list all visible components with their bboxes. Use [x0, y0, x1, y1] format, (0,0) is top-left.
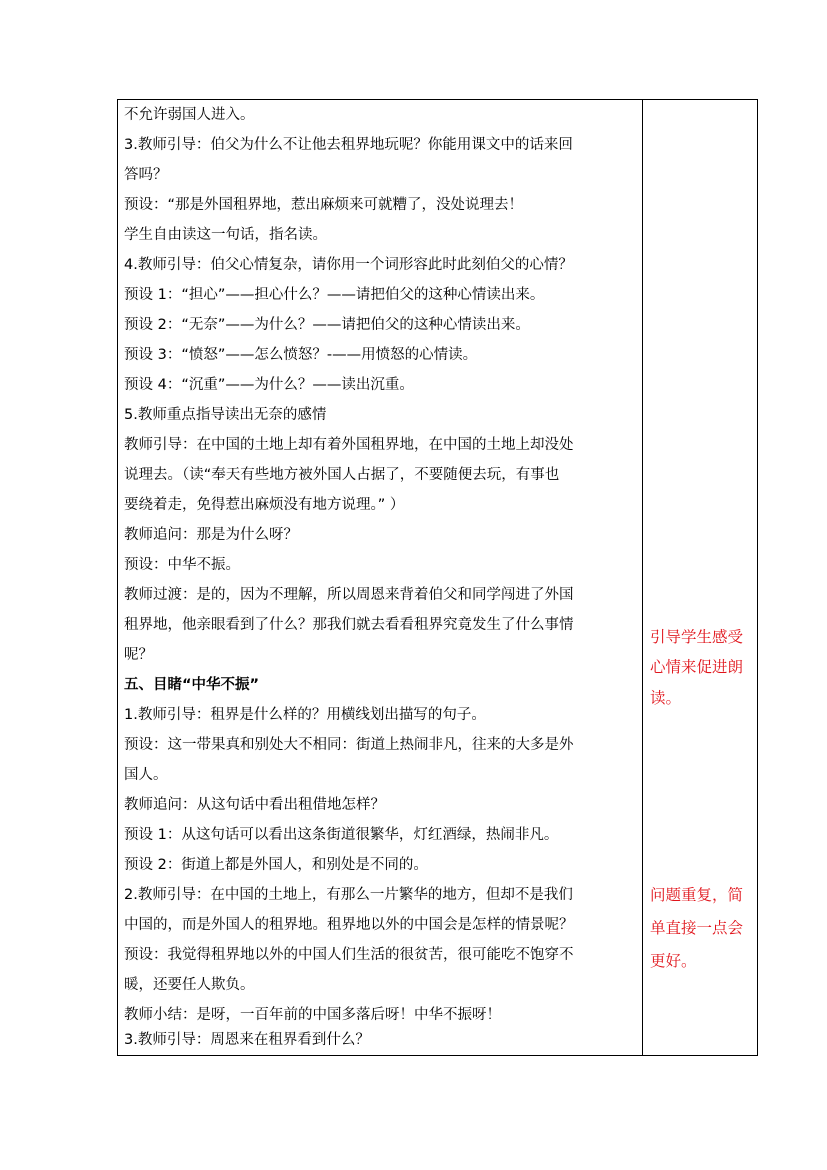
text-line: 预设：这一带果真和别处大不相同：街道上热闹非凡，往来的大多是外: [124, 737, 574, 753]
text-line: 预设 2：街道上都是外国人，和别处是不同的。: [124, 857, 428, 873]
text-line: 不允许弱国人进入。: [124, 107, 255, 123]
text-line: 预设：“那是外国租界地，惹出麻烦来可就糟了，没处说理去！: [124, 197, 524, 213]
annotation-line: 问题重复，简: [650, 886, 744, 904]
text-line: 3.教师引导：伯父为什么不让他去租界地玩呢？你能用课文中的话来回: [124, 137, 573, 153]
text-line: 教师引导：在中国的土地上却有着外国租界地，在中国的土地上却没处: [124, 437, 574, 453]
text-line: 学生自由读这一句话，指名读。: [124, 227, 327, 243]
text-line: 预设 3：“愤怒”——怎么愤怒？-——用愤怒的心情读。: [124, 347, 478, 363]
text-line: 教师追问：从这句话中看出租借地怎样？: [124, 797, 385, 813]
text-line: 教师追问：那是为什么呀？: [124, 527, 298, 543]
text-line: 5.教师重点指导读出无奈的感情: [124, 407, 327, 423]
text-line: 预设 1：“担心”——担心什么？——请把伯父的这种心情读出来。: [124, 287, 545, 303]
text-line: 教师过渡：是的，因为不理解，所以周恩来背着伯父和同学闯进了外国: [124, 587, 574, 603]
annotation-line: 单直接一点会: [650, 919, 744, 937]
text-line: 要绕着走，免得惹出麻烦没有地方说理。” ）: [124, 497, 405, 513]
text-line: 暖，还要任人欺负。: [124, 977, 255, 993]
annotation-line: 更好。: [650, 952, 697, 970]
section-heading: 五、目睹“中华不振”: [124, 677, 260, 693]
annotation-line: 读。: [650, 689, 682, 707]
column-divider: [642, 100, 643, 1055]
text-line: 预设 4：“沉重”——为什么？——读出沉重。: [124, 377, 414, 393]
lesson-table: [117, 99, 758, 1056]
text-line: 租界地，他亲眼看到了什么？那我们就去看看租界究竟发生了什么事情: [124, 617, 574, 633]
text-line: 说理去。（读“奉天有些地方被外国人占据了，不要随便去玩，有事也: [124, 467, 560, 483]
text-line: 预设 2：“无奈”——为什么？——请把伯父的这种心情读出来。: [124, 317, 530, 333]
text-line: 中国的，而是外国人的租界地。租界地以外的中国会是怎样的情景呢？: [124, 917, 574, 933]
text-line: 教师小结：是呀，一百年前的中国多落后呀！中华不振呀！: [124, 1007, 501, 1023]
text-line: 预设：中华不振。: [124, 557, 240, 573]
text-line: 国人。: [124, 767, 168, 783]
text-line: 4.教师引导：伯父心情复杂，请你用一个词形容此时此刻伯父的心情？: [124, 257, 573, 273]
text-line: 1.教师引导：租界是什么样的？用横线划出描写的句子。: [124, 707, 486, 723]
annotation-line: 心情来促进朗: [650, 658, 744, 676]
text-line: 3.教师引导：周恩来在租界看到什么？: [124, 1032, 370, 1048]
annotation-line: 引导学生感受: [650, 628, 744, 646]
text-line: 呢？: [124, 647, 153, 663]
text-line: 预设 1：从这句话可以看出这条街道很繁华，灯红酒绿，热闹非凡。: [124, 827, 559, 843]
text-line: 2.教师引导：在中国的土地上，有那么一片繁华的地方，但却不是我们: [124, 887, 573, 903]
text-line: 预设：我觉得租界地以外的中国人们生活的很贫苦，很可能吃不饱穿不: [124, 947, 574, 963]
text-line: 答吗？: [124, 167, 168, 183]
